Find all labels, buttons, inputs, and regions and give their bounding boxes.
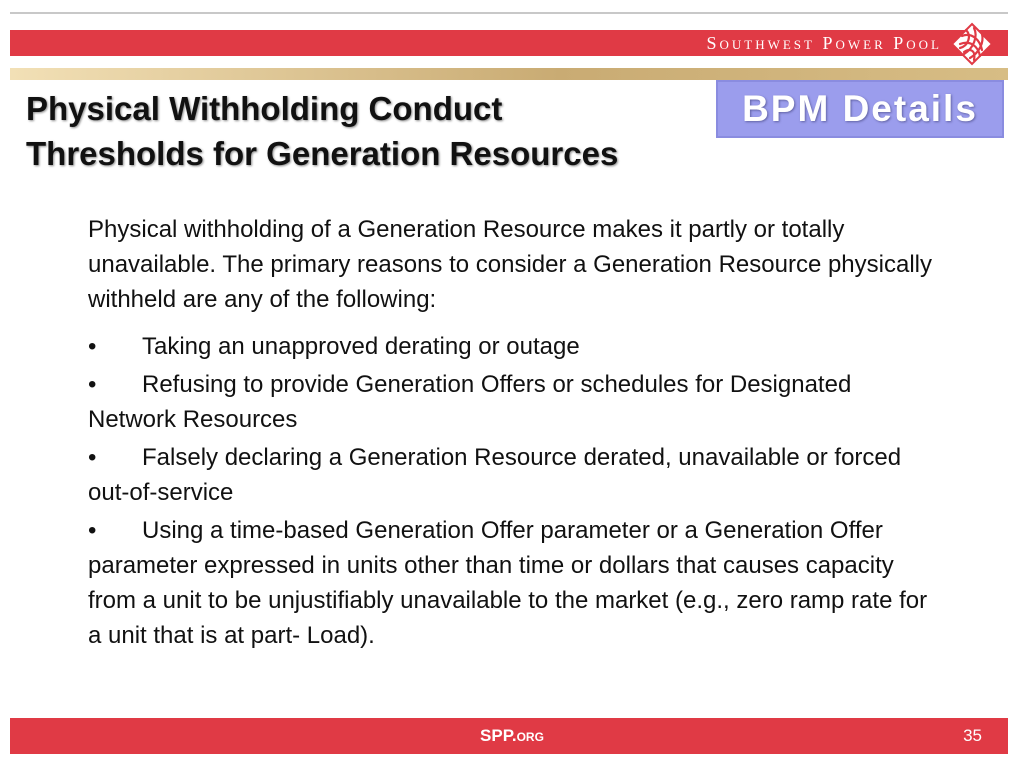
slide-title-line-2: Thresholds for Generation Resources: [26, 135, 619, 172]
bullet-text: Using a time-based Generation Offer parameter or a Generation Offer parameter expressed in units other than time or dollars that causes capacity from a unit to be unjustifiably unavailable to the market (e.g., zero ramp rate for a unit that is at part- Load).: [88, 517, 928, 649]
bullet-item: [88, 513, 938, 653]
slide-body: [88, 212, 938, 656]
brand-name: Southwest Power Pool: [706, 33, 942, 53]
bullet-text: Refusing to provide Generation Offers or schedules for Designated Network Resources: [88, 371, 852, 433]
bullet-marker: •: [88, 517, 97, 544]
accent-band: [10, 68, 1008, 80]
spp-network-logo-icon: [950, 22, 994, 66]
footer-site-link[interactable]: SPP.org: [480, 726, 544, 745]
slide-title-line-1: Physical Withholding Conduct: [26, 90, 503, 127]
page-number: 35: [963, 726, 982, 745]
bullet-item: [88, 329, 938, 364]
bullet-marker: •: [88, 333, 97, 360]
bullet-item: [88, 367, 938, 437]
bpm-details-badge: BPM Details: [716, 80, 1004, 138]
intro-paragraph: Physical withholding of a Generation Resource makes it partly or totally unavailable. The primary reasons to consider a Generation Resource physically withheld are any of the following:: [88, 216, 932, 313]
bullet-marker: •: [88, 444, 97, 471]
bullet-item: [88, 440, 938, 510]
slide-title: [26, 86, 618, 176]
top-divider: [10, 12, 1008, 14]
bullet-marker: •: [88, 371, 97, 398]
bullet-text: Falsely declaring a Generation Resource derated, unavailable or forced out-of-service: [88, 444, 902, 506]
bullet-text: Taking an unapproved derating or outage: [142, 333, 580, 360]
